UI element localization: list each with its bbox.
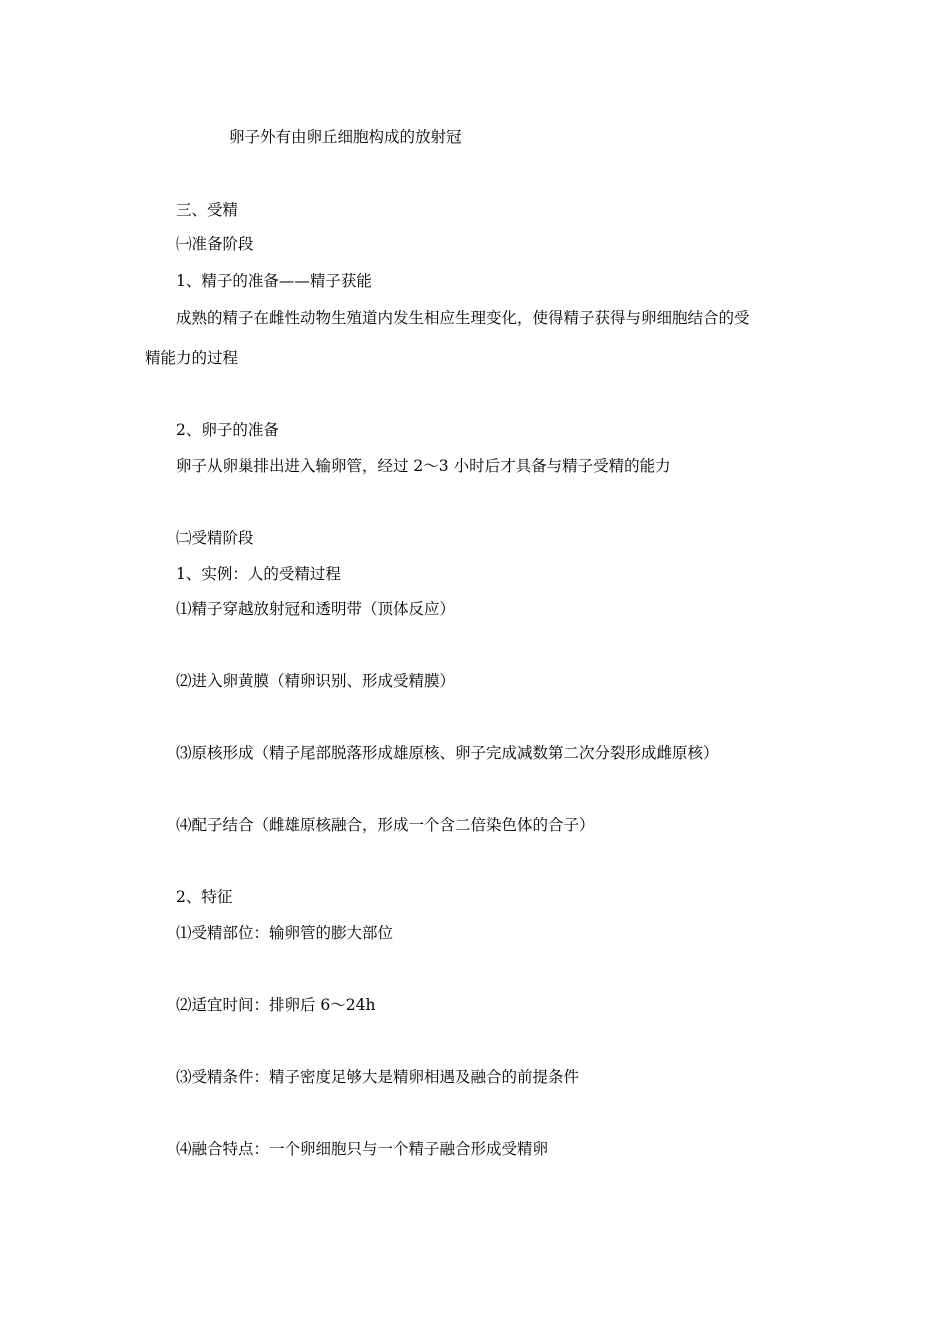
feature-item-4: ⑷融合特点：一个卵细胞只与一个精子融合形成受精卵 (176, 1140, 549, 1158)
paragraph-line-2: 精能力的过程 (145, 349, 239, 367)
subsection-heading-1: ㈠准备阶段 (176, 235, 254, 253)
subsection-heading-2: ㈡受精阶段 (176, 529, 254, 547)
item-heading-3: 1、实例：人的受精过程 (176, 565, 341, 583)
list-item-3: ⑶原核形成（精子尾部脱落形成雄原核、卵子完成减数第二次分裂形成雌原核） (176, 744, 719, 762)
text-line-1: 卵子外有由卵丘细胞构成的放射冠 (229, 128, 462, 146)
item-heading-4: 2、特征 (176, 888, 233, 906)
feature-item-2: ⑵适宜时间：排卵后 6～24h (176, 996, 376, 1014)
list-item-4: ⑷配子结合（雌雄原核融合，形成一个含二倍染色体的合子） (176, 816, 595, 834)
feature-item-1: ⑴受精部位：输卵管的膨大部位 (176, 924, 394, 942)
paragraph-line-1: 成熟的精子在雌性动物生殖道内发生相应生理变化，使得精子获得与卵细胞结合的受 (176, 309, 750, 327)
list-item-2: ⑵进入卵黄膜（精卵识别、形成受精膜） (176, 672, 456, 690)
paragraph-line-3: 卵子从卵巢排出进入输卵管，经过 2～3 小时后才具备与精子受精的能力 (176, 457, 671, 475)
item-heading-1: 1、精子的准备——精子获能 (176, 272, 372, 290)
section-heading: 三、受精 (176, 201, 239, 219)
list-item-1: ⑴精子穿越放射冠和透明带（顶体反应） (176, 600, 456, 618)
feature-item-3: ⑶受精条件：精子密度足够大是精卵相遇及融合的前提条件 (176, 1068, 580, 1086)
item-heading-2: 2、卵子的准备 (176, 421, 279, 439)
